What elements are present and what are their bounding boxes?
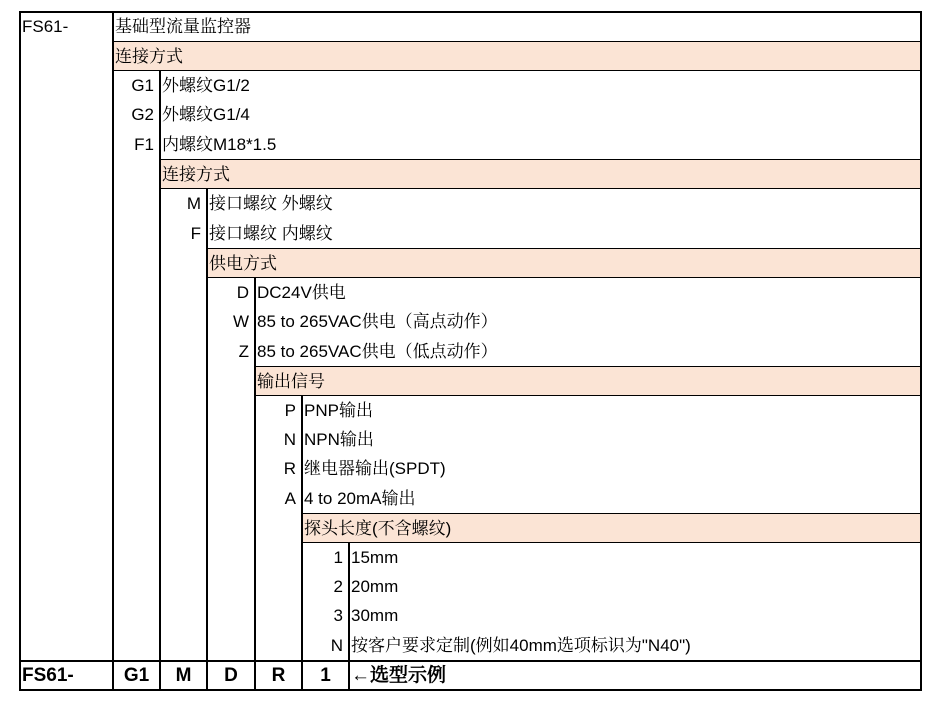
level4-option-code: N <box>283 430 296 449</box>
example-row-top-border <box>19 660 922 662</box>
row-sep-title <box>113 41 921 42</box>
level1-option-code: F1 <box>134 134 154 154</box>
level1-option-label: 外螺纹G1/2 <box>162 76 250 95</box>
level2-option-code: F <box>190 223 201 243</box>
row-sep-l2-top <box>160 159 921 160</box>
level3-option-code: D <box>236 283 249 302</box>
col-sep-6 <box>348 543 350 691</box>
level2-option-label: 接口螺纹 内螺纹 <box>209 223 333 243</box>
level3-header: 供电方式 <box>207 249 920 277</box>
col-sep-2 <box>159 71 161 691</box>
level5-option-label: 15mm <box>351 548 399 567</box>
example-code-output: R <box>271 665 286 686</box>
col-sep-3 <box>206 189 208 691</box>
example-label: ←选型示例 <box>351 665 447 686</box>
level5-option-label: 按客户要求定制(例如40mm选项标识为"N40") <box>351 635 691 655</box>
table-border-right <box>920 11 922 691</box>
table-border-left <box>19 11 21 691</box>
col-sep-4 <box>254 278 256 691</box>
level5-option-label: 20mm <box>351 577 399 596</box>
level3-option-label: DC24V供电 <box>257 283 346 302</box>
model-prefix: FS61- <box>22 17 69 36</box>
level5-option-label: 30mm <box>351 606 399 625</box>
row-sep-l5 <box>302 542 921 543</box>
level1-option-code: G1 <box>131 76 154 95</box>
level1-option-label: 外螺纹G1/4 <box>162 105 250 124</box>
row-sep-l5-top <box>302 513 921 514</box>
example-code-probe: 1 <box>320 665 331 686</box>
row-sep-l4 <box>255 395 921 396</box>
level5-option-code: 3 <box>333 606 343 625</box>
level3-option-code: Z <box>238 341 249 361</box>
level5-option-code: 2 <box>333 577 343 596</box>
level5-option-code: N <box>330 635 343 655</box>
level4-option-label: PNP输出 <box>304 401 373 420</box>
level4-option-code: P <box>284 401 296 420</box>
level4-option-label: NPN输出 <box>304 430 374 449</box>
level4-option-code: R <box>283 459 296 478</box>
row-sep-l2 <box>160 188 921 189</box>
level4-option-code: A <box>284 488 296 508</box>
row-sep-l1 <box>113 70 921 71</box>
level2-option-label: 接口螺纹 外螺纹 <box>209 194 333 213</box>
table-border-bottom <box>19 689 922 691</box>
level1-option-code: G2 <box>131 105 154 124</box>
level1-header: 连接方式 <box>113 42 920 70</box>
level3-option-label: 85 to 265VAC供电（高点动作） <box>257 312 498 331</box>
level4-option-label: 继电器输出(SPDT) <box>304 459 446 478</box>
example-code-thread: M <box>175 665 192 686</box>
level2-option-code: M <box>186 194 201 213</box>
level5-header: 探头长度(不含螺纹) <box>302 514 920 542</box>
level1-option-label: 内螺纹M18*1.5 <box>162 134 277 154</box>
level4-header: 输出信号 <box>255 367 920 395</box>
example-code-connection: G1 <box>123 665 150 686</box>
row-sep-l3 <box>207 277 921 278</box>
level3-option-label: 85 to 265VAC供电（低点动作） <box>257 341 498 361</box>
example-code-power: D <box>224 665 238 686</box>
col-sep-5 <box>301 396 303 691</box>
example-model-prefix: FS61- <box>22 665 74 686</box>
level4-option-label: 4 to 20mA输出 <box>304 488 416 508</box>
table-border-top <box>19 11 922 13</box>
col-sep-1 <box>112 11 114 691</box>
level5-option-code: 1 <box>333 548 343 567</box>
level2-header: 连接方式 <box>160 160 920 188</box>
level3-option-code: W <box>232 312 249 331</box>
row-sep-l3-top <box>207 248 921 249</box>
product-name: 基础型流量监控器 <box>115 17 251 36</box>
row-sep-l4-top <box>255 366 921 367</box>
